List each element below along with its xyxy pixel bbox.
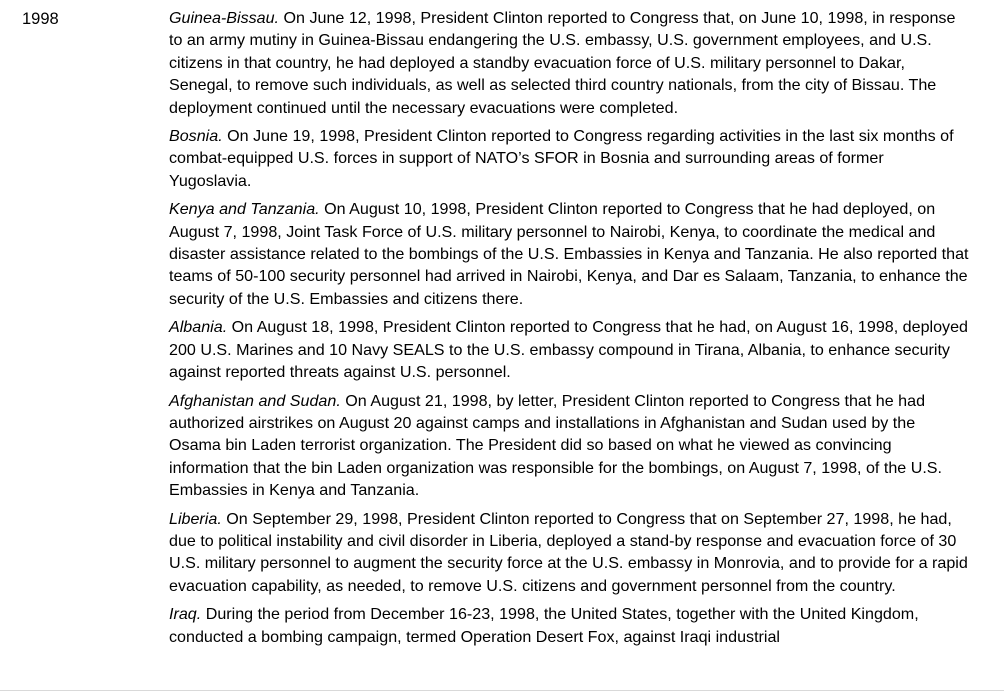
entry-place: Afghanistan and Sudan. bbox=[169, 391, 341, 410]
entry-albania bbox=[169, 316, 969, 383]
entry-bosnia bbox=[169, 125, 969, 192]
entry-text: During the period from December 16-23, 1998, the United States, together with the United Kingdom, conducted a bombing campaign, termed Operation Desert Fox, against Iraqi industrial bbox=[169, 605, 919, 646]
entry-text: On August 10, 1998, President Clinton reported to Congress that he had deployed, on August 7, 1998, Joint Task Force of U.S. military personnel to Nairobi, Kenya, to coordinate the medical and disaster assistance related to the bombings of the U.S. Embassies in Kenya and Tanzania. He also reported that teams of 50-100 security personnel had arrived in Nairobi, Kenya, and Dar es Salaam, Tanzania, to enhance the security of the U.S. Embassies and citizens there. bbox=[169, 200, 969, 308]
entry-afghanistan-sudan bbox=[169, 390, 969, 502]
entry-place: Bosnia. bbox=[169, 127, 223, 146]
entry-place: Guinea-Bissau. bbox=[169, 9, 280, 27]
entry-iraq bbox=[169, 603, 969, 648]
entry-text: On June 19, 1998, President Clinton reported to Congress regarding activities in the last six months of combat-equipped U.S. forces in support of NATO’s SFOR in Bosnia and surrounding areas of former Yugoslavia. bbox=[169, 127, 954, 190]
entry-liberia bbox=[169, 508, 969, 598]
entries-column bbox=[169, 7, 969, 654]
entry-place: Iraq. bbox=[169, 605, 202, 624]
entry-place: Albania. bbox=[169, 318, 228, 337]
entry-place: Liberia. bbox=[169, 509, 222, 528]
bottom-rule bbox=[0, 690, 1004, 691]
entry-text: On August 18, 1998, President Clinton reported to Congress that he had, on August 16, 1998, deployed 200 U.S. Marines and 10 Navy SEALS to the U.S. embassy compound in Tirana, Albania, to enhance security against reported threats against U.S. personnel. bbox=[169, 318, 969, 382]
year-label: 1998 bbox=[22, 10, 59, 28]
entry-text: On August 21, 1998, by letter, President Clinton reported to Congress that he had authorized airstrikes on August 20 against camps and installations in Afghanistan and Sudan used by the Osama bin Laden terrorist organization. The President did so based on what he viewed as convincing information that the bin Laden organization was responsible for the bombings, on August 7, 1998, of the U.S. Embassies in Kenya and Tanzania. bbox=[169, 391, 942, 500]
entry-text: On September 29, 1998, President Clinton reported to Congress that on September 27, 1998, he had, due to political instability and civil disorder in Liberia, deployed a stand-by response and evacuation force of 30 U.S. military personnel to augment the security force at the U.S. embassy in Monrovia, and to provide for a rapid evacuation capability, as needed, to remove U.S. citizens and government personnel from the country. bbox=[169, 509, 968, 595]
entry-place: Kenya and Tanzania. bbox=[169, 200, 320, 219]
entry-text: On June 12, 1998, President Clinton reported to Congress that, on June 10, 1998, in response to an army mutiny in Guinea-Bissau endangering the U.S. embassy, U.S. government employees, and U.S. citizens in that country, he had deployed a standby evacuation force of U.S. military personnel to Dakar, Senegal, to remove such individuals, as well as selected third country nationals, from the city of Bissau. The deployment continued until the necessary evacuations were completed. bbox=[169, 9, 956, 117]
entry-guinea-bissau bbox=[169, 7, 969, 119]
entry-kenya-tanzania bbox=[169, 198, 969, 310]
